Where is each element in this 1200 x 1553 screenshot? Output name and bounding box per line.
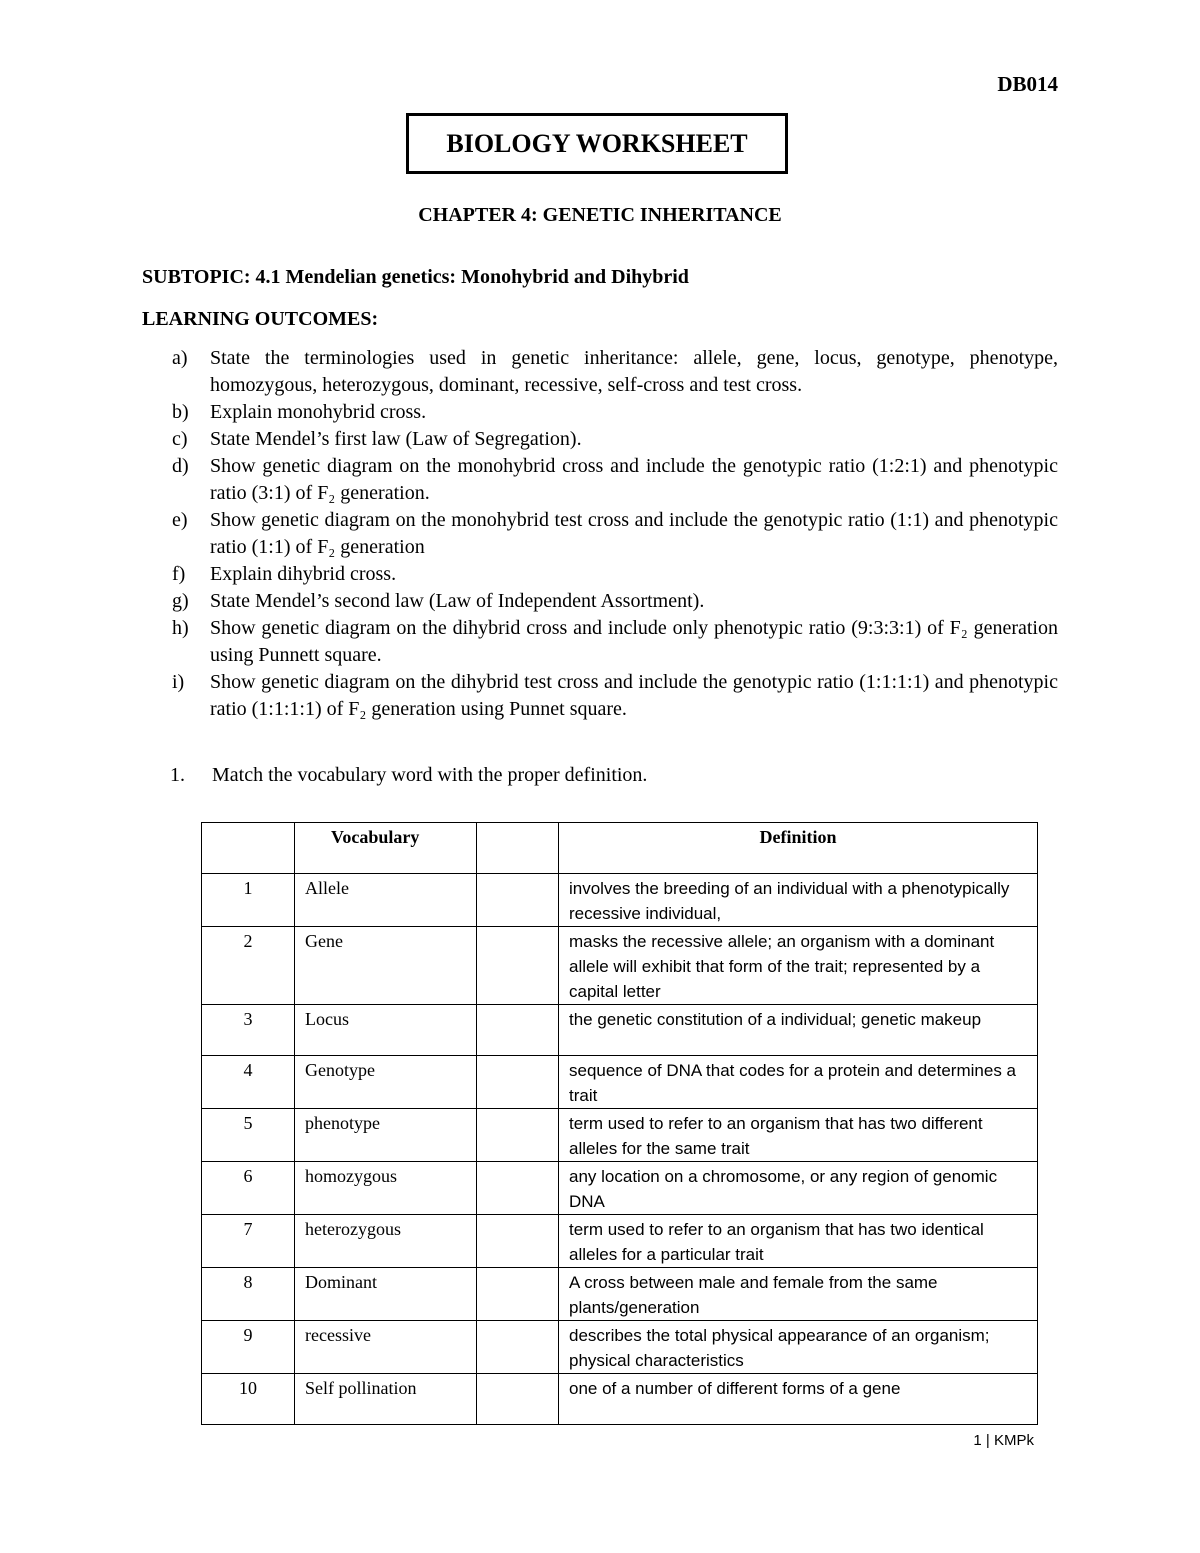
table-row	[202, 874, 1038, 927]
outcome-text: Explain dihybrid cross.	[210, 563, 397, 585]
row-number: 7	[202, 1215, 295, 1268]
definition-text: any location on a chromosome, or any region of genomic DNA	[559, 1162, 1038, 1215]
row-number: 4	[202, 1056, 295, 1109]
worksheet-title: BIOLOGY WORKSHEET	[406, 113, 788, 174]
definition-text: describes the total physical appearance of an organism; physical characteristics	[559, 1321, 1038, 1374]
vocabulary-word: Self pollination	[295, 1374, 477, 1425]
outcome-label: e)	[172, 509, 188, 531]
outcome-item	[172, 453, 1058, 507]
definition-text: involves the breeding of an individual with a phenotypically recessive individual,	[559, 874, 1038, 927]
row-number: 2	[202, 927, 295, 1005]
vocabulary-word: Dominant	[295, 1268, 477, 1321]
table-row	[202, 1005, 1038, 1056]
vocabulary-word: Allele	[295, 874, 477, 927]
question-number: 1.	[170, 764, 185, 786]
outcome-item	[172, 588, 1058, 615]
row-number: 9	[202, 1321, 295, 1374]
outcome-item	[172, 399, 1058, 426]
outcome-label: a)	[172, 347, 188, 369]
row-number: 6	[202, 1162, 295, 1215]
table-row	[202, 1321, 1038, 1374]
outcome-text: Show genetic diagram on the dihybrid cross and include only phenotypic ratio (9:3:3:1) of F₂ generation using Punnett square.	[210, 617, 1058, 666]
vocabulary-word: phenotype	[295, 1109, 477, 1162]
table-row	[202, 1374, 1038, 1425]
outcome-text: Show genetic diagram on the dihybrid test cross and include the genotypic ratio (1:1:1:1) and phenotypic ratio (1:1:1:1) of F₂ generation using Punnet square.	[210, 671, 1058, 720]
outcome-text: State Mendel’s first law (Law of Segregation).	[210, 428, 582, 450]
answer-cell[interactable]	[477, 1109, 559, 1162]
answer-cell[interactable]	[477, 927, 559, 1005]
chapter-heading: CHAPTER 4: GENETIC INHERITANCE	[418, 204, 782, 226]
outcome-item	[172, 615, 1058, 669]
definition-text: sequence of DNA that codes for a protein and determines a trait	[559, 1056, 1038, 1109]
outcome-item	[172, 561, 1058, 588]
table-row	[202, 1109, 1038, 1162]
vocabulary-word: heterozygous	[295, 1215, 477, 1268]
answer-cell[interactable]	[477, 1215, 559, 1268]
outcome-text: Show genetic diagram on the monohybrid cross and include the genotypic ratio (1:2:1) and phenotypic ratio (3:1) of F₂ generation.	[210, 455, 1058, 504]
outcome-label: i)	[172, 671, 185, 693]
answer-cell[interactable]	[477, 1321, 559, 1374]
outcome-item	[172, 507, 1058, 561]
learning-outcomes-heading: LEARNING OUTCOMES:	[142, 308, 379, 330]
answer-cell[interactable]	[477, 1162, 559, 1215]
header-answer	[477, 823, 559, 874]
outcome-item	[172, 426, 1058, 453]
outcome-item	[172, 345, 1058, 399]
answer-cell[interactable]	[477, 874, 559, 927]
outcome-text: Explain monohybrid cross.	[210, 401, 427, 423]
vocabulary-word: homozygous	[295, 1162, 477, 1215]
vocabulary-table	[201, 822, 1038, 1425]
question-text: Match the vocabulary word with the proper definition.	[212, 764, 648, 786]
row-number: 1	[202, 874, 295, 927]
answer-cell[interactable]	[477, 1056, 559, 1109]
question-1	[170, 764, 647, 787]
header-number	[202, 823, 295, 874]
row-number: 8	[202, 1268, 295, 1321]
table-header-row	[202, 823, 1038, 874]
definition-text: one of a number of different forms of a gene	[559, 1374, 1038, 1425]
outcome-label: c)	[172, 428, 188, 450]
table-row	[202, 1268, 1038, 1321]
document-code: DB014	[997, 72, 1058, 96]
header-definition: Definition	[559, 823, 1038, 874]
row-number: 5	[202, 1109, 295, 1162]
vocabulary-word: Gene	[295, 927, 477, 1005]
table-row	[202, 927, 1038, 1005]
answer-cell[interactable]	[477, 1374, 559, 1425]
table-row	[202, 1162, 1038, 1215]
outcome-label: d)	[172, 455, 189, 477]
outcome-text: State Mendel’s second law (Law of Independent Assortment).	[210, 590, 705, 612]
definition-text: the genetic constitution of a individual; genetic makeup	[559, 1005, 1038, 1056]
outcome-item	[172, 669, 1058, 723]
outcome-text: Show genetic diagram on the monohybrid test cross and include the genotypic ratio (1:1) and phenotypic ratio (1:1) of F₂ generation	[210, 509, 1058, 558]
outcome-label: f)	[172, 563, 186, 585]
table-row	[202, 1056, 1038, 1109]
outcome-text: State the terminologies used in genetic inheritance: allele, gene, locus, genotype, phenotype, homozygous, heterozygous, dominant, recessive, self-cross and test cross.	[210, 347, 1058, 396]
outcome-label: h)	[172, 617, 189, 639]
subtopic-heading: SUBTOPIC: 4.1 Mendelian genetics: Monohybrid and Dihybrid	[142, 266, 689, 288]
header-vocabulary: Vocabulary	[295, 823, 477, 874]
vocabulary-word: Locus	[295, 1005, 477, 1056]
definition-text: masks the recessive allele; an organism with a dominant allele will exhibit that form of the trait; represented by a capital letter	[559, 927, 1038, 1005]
definition-text: A cross between male and female from the same plants/generation	[559, 1268, 1038, 1321]
vocabulary-word: recessive	[295, 1321, 477, 1374]
row-number: 3	[202, 1005, 295, 1056]
answer-cell[interactable]	[477, 1005, 559, 1056]
vocabulary-word: Genotype	[295, 1056, 477, 1109]
definition-text: term used to refer to an organism that has two identical alleles for a particular trait	[559, 1215, 1038, 1268]
definition-text: term used to refer to an organism that has two different alleles for the same trait	[559, 1109, 1038, 1162]
page-footer: 1 | KMPk	[973, 1432, 1034, 1449]
row-number: 10	[202, 1374, 295, 1425]
answer-cell[interactable]	[477, 1268, 559, 1321]
table-row	[202, 1215, 1038, 1268]
outcome-label: b)	[172, 401, 189, 423]
outcome-label: g)	[172, 590, 189, 612]
learning-outcomes-list	[172, 345, 1058, 723]
